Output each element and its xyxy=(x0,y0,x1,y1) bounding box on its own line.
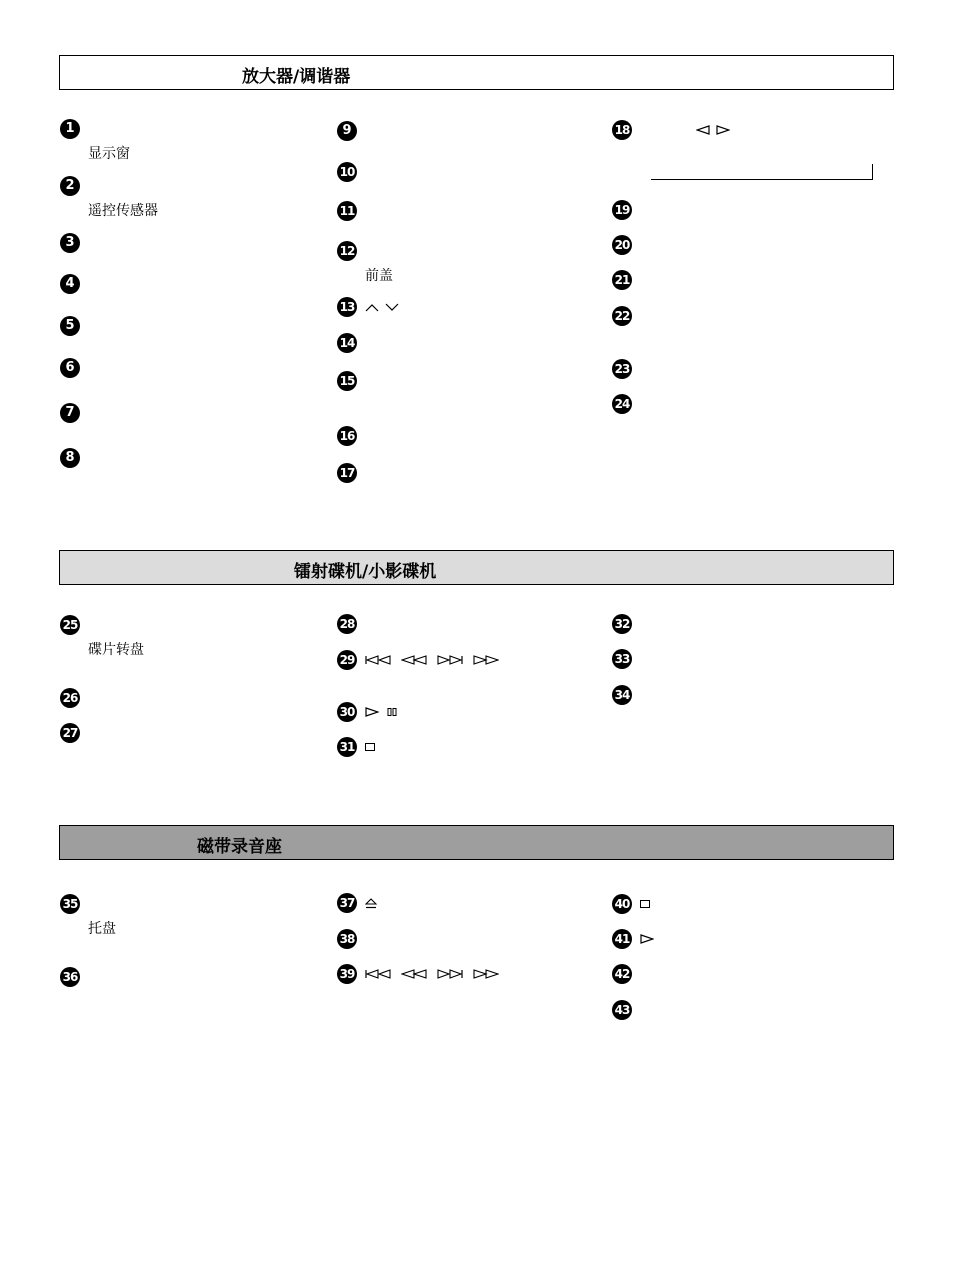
item-number: 26 xyxy=(60,688,80,708)
play-icon xyxy=(365,707,379,717)
item-number: 25 xyxy=(60,615,80,635)
bracket-line xyxy=(651,164,873,180)
fast-forward-icon xyxy=(473,655,499,665)
item-number: 10 xyxy=(337,162,357,182)
item-number: 13 xyxy=(337,297,357,317)
item-label: 显示窗 xyxy=(88,146,130,162)
pause-icon xyxy=(387,708,397,716)
skip-back-icon xyxy=(365,969,391,979)
skip-forward-icon xyxy=(437,655,463,665)
item-number: 42 xyxy=(612,964,632,984)
item-number: 3 xyxy=(60,233,80,253)
eject-icon xyxy=(365,898,377,909)
item-number: 15 xyxy=(337,371,357,391)
item-number: 6 xyxy=(60,358,80,378)
item-number: 40 xyxy=(612,894,632,914)
item-number: 17 xyxy=(337,463,357,483)
item-number: 21 xyxy=(612,270,632,290)
tuning-up-icon xyxy=(716,125,730,135)
item-label: 碟片转盘 xyxy=(88,642,144,658)
rewind-icon xyxy=(401,969,427,979)
item-number: 22 xyxy=(612,306,632,326)
item-label: 托盘 xyxy=(88,921,116,937)
item-number: 28 xyxy=(337,614,357,634)
item-number: 1 xyxy=(60,119,80,139)
fast-forward-icon xyxy=(473,969,499,979)
item-number: 30 xyxy=(337,702,357,722)
item-number: 19 xyxy=(612,200,632,220)
item-number: 36 xyxy=(60,967,80,987)
item-number: 32 xyxy=(612,614,632,634)
item-number: 27 xyxy=(60,723,80,743)
item-label: 前盖 xyxy=(365,268,393,284)
skip-forward-icon xyxy=(437,969,463,979)
item-label: 遥控传感器 xyxy=(88,203,158,219)
item-number: 38 xyxy=(337,929,357,949)
item-number: 16 xyxy=(337,426,357,446)
item-number: 39 xyxy=(337,964,357,984)
section-title: 磁带录音座 xyxy=(197,837,282,857)
item-number: 33 xyxy=(612,649,632,669)
section-title: 放大器/调谐器 xyxy=(242,67,351,87)
item-number: 37 xyxy=(337,893,357,913)
section-header-amplifier-tuner xyxy=(59,55,894,90)
stop-icon xyxy=(640,900,650,908)
section-title: 镭射碟机/小影碟机 xyxy=(294,562,437,582)
stop-icon xyxy=(365,743,375,751)
item-number: 34 xyxy=(612,685,632,705)
item-number: 41 xyxy=(612,929,632,949)
item-number: 12 xyxy=(337,241,357,261)
play-icon xyxy=(640,934,654,944)
item-number: 14 xyxy=(337,333,357,353)
item-number: 9 xyxy=(337,121,357,141)
item-number: 24 xyxy=(612,394,632,414)
item-number: 5 xyxy=(60,316,80,336)
skip-back-icon xyxy=(365,655,391,665)
rewind-icon xyxy=(401,655,427,665)
item-number: 4 xyxy=(60,274,80,294)
item-number: 31 xyxy=(337,737,357,757)
item-number: 8 xyxy=(60,448,80,468)
item-number: 43 xyxy=(612,1000,632,1020)
item-number: 2 xyxy=(60,176,80,196)
item-number: 20 xyxy=(612,235,632,255)
item-number: 7 xyxy=(60,403,80,423)
section-header-cassette-deck xyxy=(59,825,894,860)
tuning-down-icon xyxy=(696,125,710,135)
up-arrow-icon xyxy=(365,302,379,312)
item-number: 29 xyxy=(337,650,357,670)
down-arrow-icon xyxy=(385,302,399,312)
section-header-cd-vcd xyxy=(59,550,894,585)
item-number: 11 xyxy=(337,201,357,221)
item-number: 18 xyxy=(612,120,632,140)
item-number: 23 xyxy=(612,359,632,379)
item-number: 35 xyxy=(60,894,80,914)
